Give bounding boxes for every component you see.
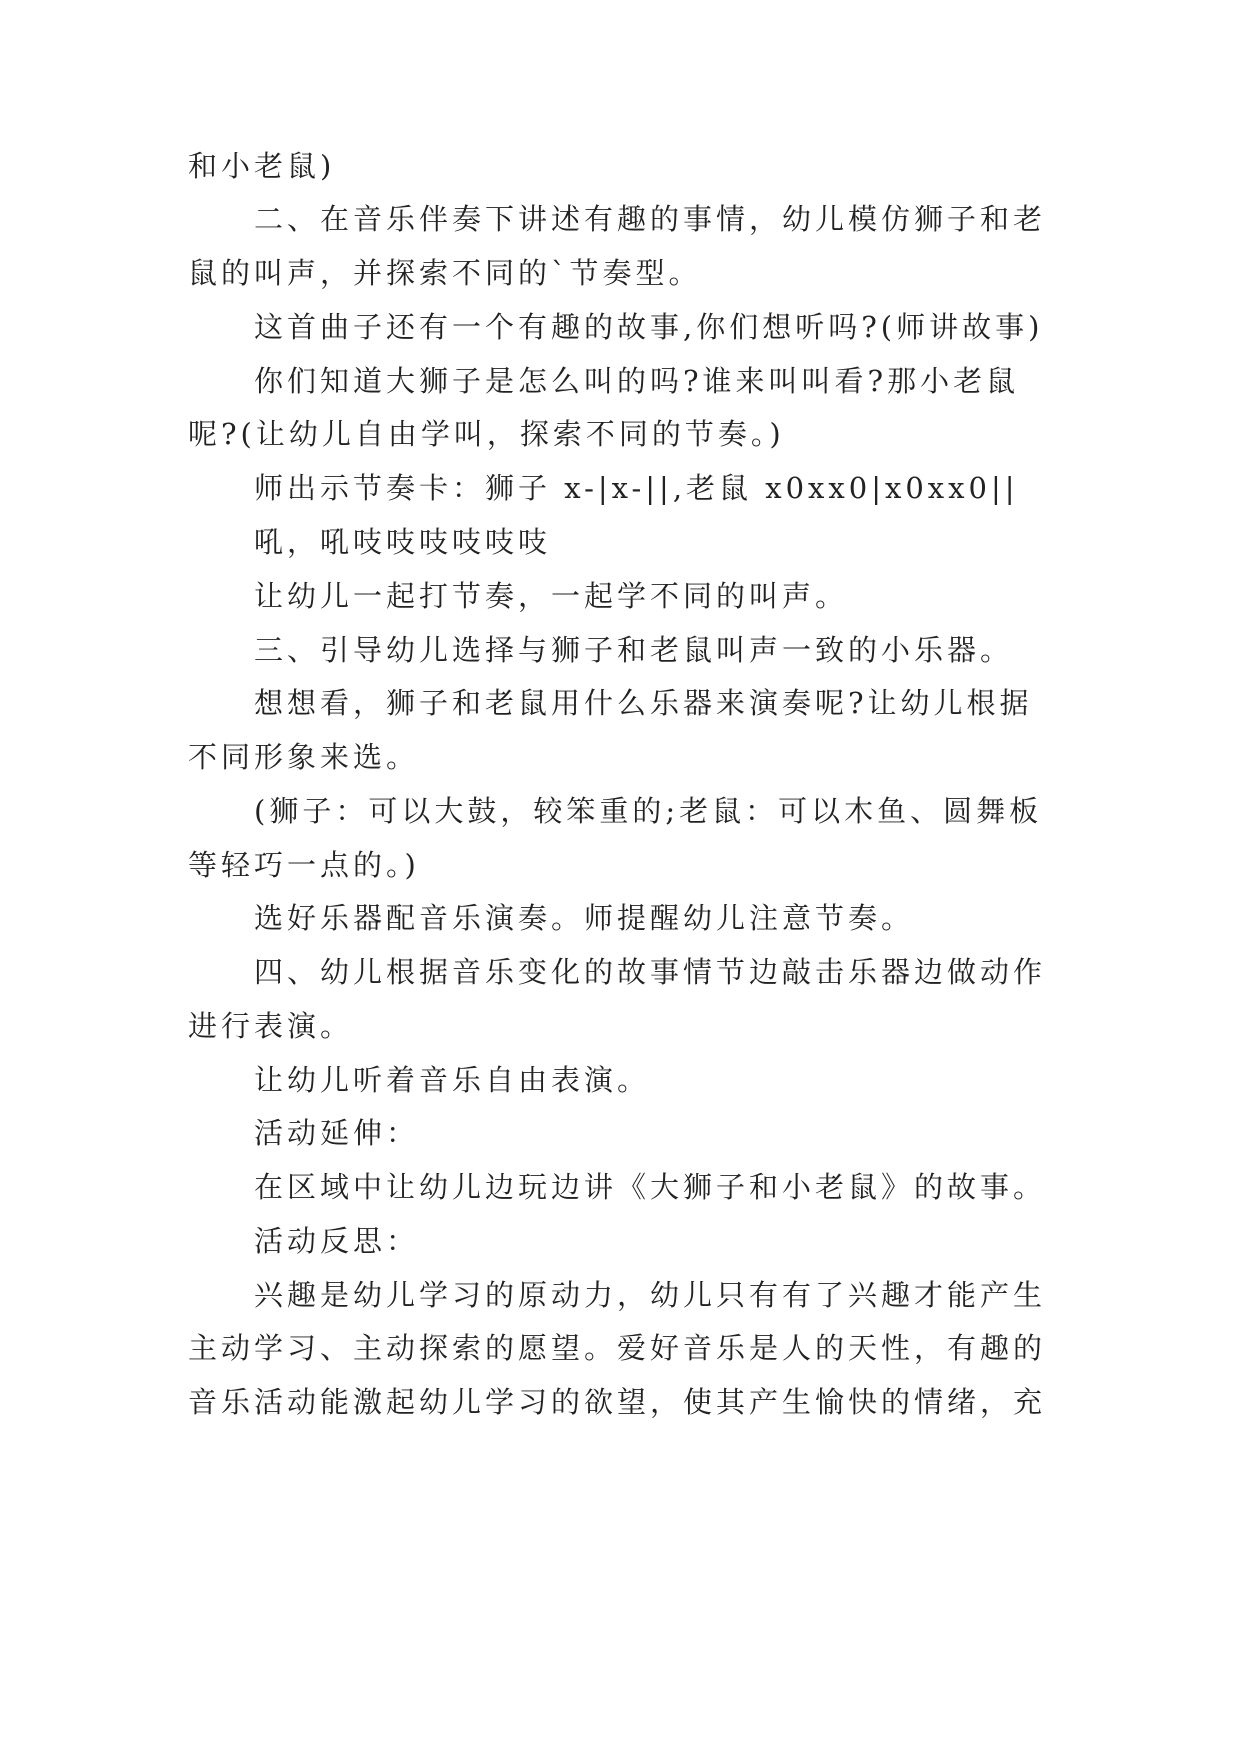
text-line: 活动反思： bbox=[254, 1224, 420, 1258]
text-line: 想想看，狮子和老鼠用什么乐器来演奏呢?让幼儿根据 bbox=[254, 686, 1033, 720]
text-line: 这首曲子还有一个有趣的故事,你们想听吗?(师讲故事) bbox=[254, 310, 1044, 344]
text-line: 吼，吼吱吱吱吱吱吱 bbox=[254, 525, 552, 559]
text-line: 等轻巧一点的。) bbox=[188, 848, 420, 882]
text-line: 三、引导幼儿选择与狮子和老鼠叫声一致的小乐器。 bbox=[254, 633, 1014, 667]
text-line: 四、幼儿根据音乐变化的故事情节边敲击乐器边做动作 bbox=[254, 955, 1047, 989]
text-line: 选好乐器配音乐演奏。师提醒幼儿注意节奏。 bbox=[254, 901, 915, 935]
text-line: (狮子：可以大鼓，较笨重的;老鼠：可以木鱼、圆舞板 bbox=[254, 794, 1043, 828]
text-line: 二、在音乐伴奏下讲述有趣的事情，幼儿模仿狮子和老 bbox=[254, 202, 1047, 236]
text-line: 师出示节奏卡：狮子 x-|x-||,老鼠 x0xx0|x0xx0|| bbox=[254, 471, 1019, 505]
text-line: 进行表演。 bbox=[188, 1009, 354, 1043]
text-line: 鼠的叫声，并探索不同的`节奏型。 bbox=[188, 256, 702, 290]
text-line: 音乐活动能激起幼儿学习的欲望，使其产生愉快的情绪，充 bbox=[188, 1385, 1047, 1419]
text-line: 让幼儿一起打节奏，一起学不同的叫声。 bbox=[254, 579, 849, 613]
text-line: 兴趣是幼儿学习的原动力，幼儿只有有了兴趣才能产生 bbox=[254, 1278, 1047, 1312]
text-line: 主动学习、主动探索的愿望。爱好音乐是人的天性，有趣的 bbox=[188, 1331, 1047, 1365]
text-line: 和小老鼠) bbox=[188, 149, 336, 183]
text-line: 你们知道大狮子是怎么叫的吗?谁来叫叫看?那小老鼠 bbox=[254, 364, 1020, 398]
text-line: 不同形象来选。 bbox=[188, 740, 420, 774]
text-line: 呢?(让幼儿自由学叫，探索不同的节奏。) bbox=[188, 417, 785, 451]
text-line: 活动延伸： bbox=[254, 1116, 420, 1150]
text-line: 在区域中让幼儿边玩边讲《大狮子和小老鼠》的故事。 bbox=[254, 1170, 1047, 1204]
text-line: 让幼儿听着音乐自由表演。 bbox=[254, 1063, 651, 1097]
